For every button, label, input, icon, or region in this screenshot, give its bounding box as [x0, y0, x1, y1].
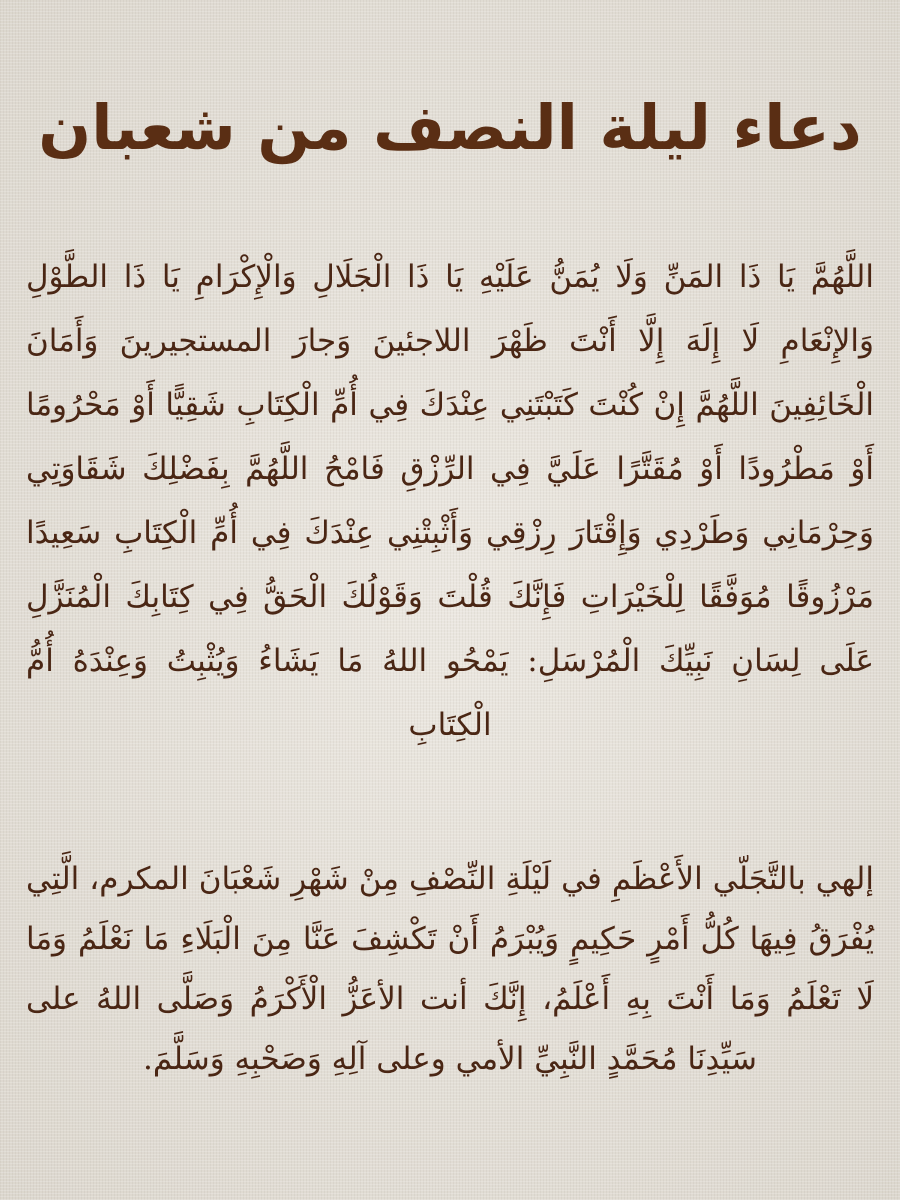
prayer-paragraph-1: اللَّهُمَّ يَا ذَا المَنِّ وَلَا يُمَنُّ عَلَيْهِ يَا ذَا الْجَلَالِ وَالْإِكْرَامِ يَا ذَا الطَّوْلِ وَالإِنْعَامِ لَا إِلَهَ إِلَّا أَنْتَ ظَهْرَ اللاجئينَ وَجارَ المستجيرينَ وَأَمَانَ الْخَائِفِينَ اللَّهُمَّ إِنْ كُنْتَ كَتَبْتَنِي عِنْدَكَ فِي أُمِّ الْكِتَابِ شَقِيًّا أَوْ مَحْرُومًا أَوْ مَطْرُودًا أَوْ مُقَتَّرًا عَلَيَّ فِي الرِّزْقِ فَامْحُ اللَّهُمَّ بِفَضْلِكَ شَقَاوَتِي وَحِرْمَانِي وَطَرْدِي وَإِقْتَارَ رِزْقِي وَأَثْبِتْنِي عِنْدَكَ فِي أُمِّ الْكِتَابِ سَعِيدًا مَرْزُوقًا مُوَفَّقًا لِلْخَيْرَاتِ فَإِنَّكَ قُلْتَ وَقَوْلُكَ الْحَقُّ فِي كِتَابِكَ الْمُنَزَّلِ عَلَى لِسَانِ نَبِيِّكَ الْمُرْسَلِ: يَمْحُو اللهُ مَا يَشَاءُ وَيُثْبِتُ وَعِنْدَهُ أُمُّ الْكِتَابِ [26, 259, 874, 744]
prayer-paragraph-2: إلهي بالتَّجَلّي الأَعْظَمِ في لَيْلَةِ النِّصْفِ مِنْ شَهْرِ شَعْبَانَ المكرم، الَّتِي يُفْرَقُ فِيهَا كُلُّ أَمْرٍ حَكِيمٍ وَيُبْرَمُ أَنْ تَكْشِفَ عَنَّا مِنَ الْبَلَاءِ مَا نَعْلَمُ وَمَا لَا تَعْلَمُ وَمَا أَنْتَ بِهِ أَعْلَمُ، إِنَّكَ أنت الأعَزُّ الْأَكْرَمُ وَصَلَّى اللهُ على سَيِّدِنَا مُحَمَّدٍ النَّبِيِّ الأمي وعلى آلِهِ وَصَحْبِهِ وَسَلَّمَ. [26, 861, 874, 1078]
page-title: دعاء ليلة النصف من شعبان [38, 91, 862, 164]
